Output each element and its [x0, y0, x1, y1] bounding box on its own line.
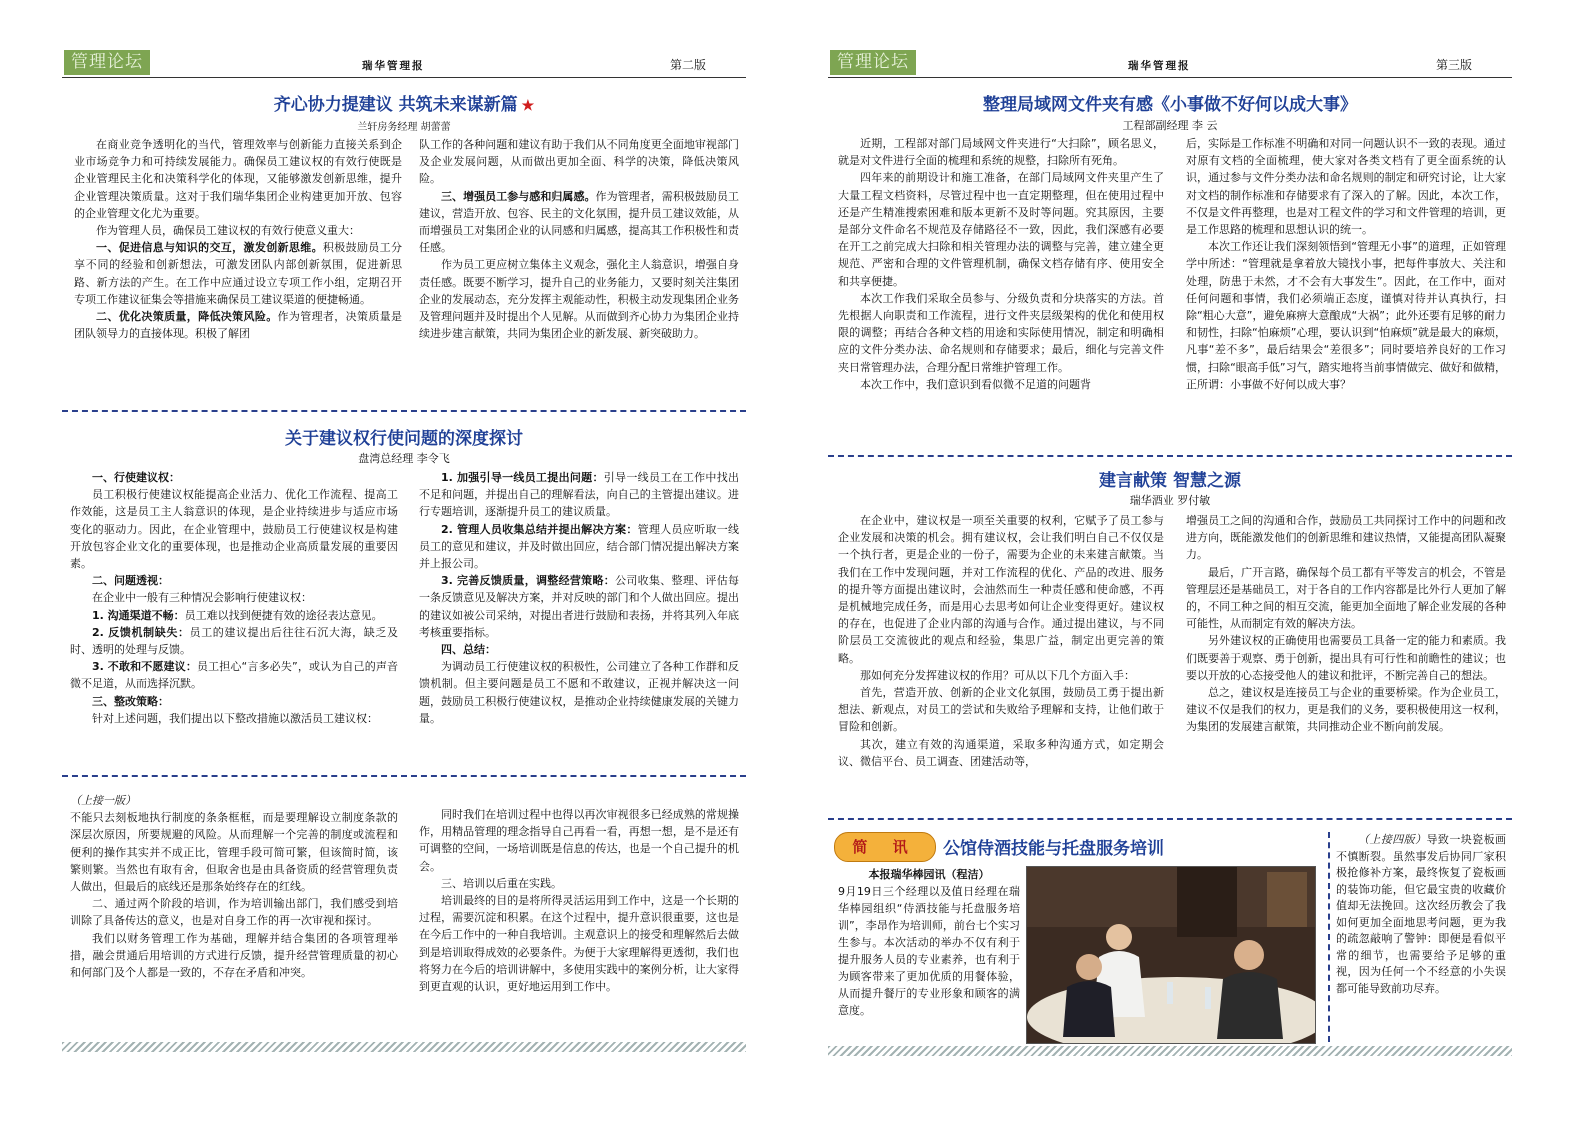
divider [828, 818, 1512, 820]
paragraph: 其次，建立有效的沟通渠道，采取多种沟通方式，如定期会议、微信平台、员工调查、团建活动等， [838, 737, 1164, 768]
paragraph: 导致一块瓷板画不慎断裂。虽然事发后协同厂家积极抢修补方案，最终恢复了瓷板画的装饰功能，但它最宝贵的收藏价值却无法挽回。这次经历教会了我如何更加全面地思考问题，更为我的疏忽敲响了警钟：即便是看似平常的细节，也需要给予足够的重视，因为任何一个不经意的小失误都可能导致前功尽弃。 [1336, 833, 1506, 995]
paragraph: 最后，广开言路，确保每个员工都有平等发言的机会，不管是管理层还是基础员工，对于各自的工作内容都是比外行人更加了解的，不同工种之间的相互交流，能更加全面地了解企业发展的各种可能性，从而制定有效的解决方法。 [1186, 565, 1506, 631]
news-column [838, 866, 1020, 1042]
point [70, 607, 398, 624]
point [419, 572, 739, 641]
paragraph: 不能只去刻板地执行制度的条条框框，而是要理解设立制度条款的深层次原因，所要规避的风险。从而理解一个完善的制度或流程和便利的操作其实并不成正比，管理手段可简可繁，但该简时简，该繁则繁。当然也有取有舍，但取舍也是由具备资质的经营管理负责人做出，但最后的底线还是那条始终存在的红线。 [70, 811, 398, 894]
paragraph: 同时我们在培训过程中也得以再次审视很多已经成熟的常规操作，用精品管理的理念指导自己再看一看，再想一想，是不是还有可调整的空间，一场培训既是信息的传达，也是一个自己提升的机会。 [419, 808, 739, 873]
article-title: 建言献策 智慧之源 [1099, 471, 1241, 491]
point-lead: 2. 反馈机制缺失： [92, 625, 190, 639]
point-text: 管理人员应听取一线员工的意见和建议，并及时做出回应，结合部门情况提出解决方案并上报公司。 [419, 522, 739, 571]
point-text: 引导一线员工在工作中找出不足和问题，并提出自己的理解看法，向自己的主管提出建议。进行专题培训，逐渐提升员工的建议质量。 [419, 471, 739, 519]
paragraph: 本次工作我们采取全员参与、分级负责和分块落实的方法。首先根据人向职责和工作流程，进行文件夹层级架构的优化和使用权限的调整；再结合各种文档的用途和实际使用情况，制定和明确相应的文件分类办法、命名规则和存储要求；最后，细化与完善文件夹日常管理办法，合理分配日常维护管理工作。 [838, 291, 1164, 374]
news-title: 公馆侍酒技能与托盘服务培训 [943, 839, 1164, 859]
point [70, 658, 398, 692]
news-badge: 简 讯 [834, 832, 936, 862]
paper-name: 瑞华管理报 [362, 60, 425, 72]
paragraph: 9月19日三个经理以及值日经理在瑞华棒园组织“侍酒技能与托盘服务培训”，李昂作为培训师，前台七个实习生参与。本次活动的举办不仅有利于提升服务人员的专业素养，也有利于为顾客带来了更加优质的用餐体验，从而提升餐厅的专业形象和顾客的满意度。 [838, 885, 1020, 1017]
paragraph: 二、通过两个阶段的培训，作为培训输出部门，我们感受到培训除了具备传达的意义，也是对自身工作的再一次审视和探讨。 [70, 897, 398, 928]
article-title: 关于建议权行使问题的深度探讨 [285, 429, 523, 449]
masthead [828, 50, 1512, 78]
paragraph: 为调动员工行使建议权的积极性，公司建立了各种工作群和反馈机制。但主要问题是员工不愿和不敢建议，正视并解决这一问题，鼓励员工积极行使建议权，是推动企业持续健康发展的关键力量。 [419, 660, 739, 725]
continued-label: （上接四版） [1358, 833, 1427, 846]
edition-label: 第三版 [1435, 58, 1472, 72]
paragraph: 一、促进信息与知识的交互，激发创新思维。积极鼓励员工分享不同的经验和创新想法，可激发团队内部创新氛围，促进新思路、新方法的产生。在工作中应通过设立专项工作小组，定期召开专项工作建议征集会等措施来确保员工建议渠道的便捷畅通。 [74, 241, 402, 306]
column-divider [1328, 832, 1330, 1042]
star-icon: ★ [521, 98, 535, 114]
article-byline: 瑞华酒业 罗付敏 [1129, 494, 1211, 507]
article-column-left [838, 135, 1164, 445]
article-column-left [70, 792, 398, 1037]
news-lead: 本报瑞华棒园讯（程洁） [868, 868, 990, 881]
paragraph: 作为员工更应树立集体主义观念，强化主人翁意识，增强自身责任感。既要不断学习，提升自己的业务能力，又要时刻关注集团企业的发展动态，充分发挥主观能动性，积极主动发现集团企业务及管理问题并及时提出个人见解。从而做到齐心协力为集团企业持续进步建言献策，共同为集团企业的新发展、新突破助力。 [419, 258, 739, 341]
paragraph: 首先，营造开放、创新的企业文化氛围，鼓励员工勇于提出新想法、新观点，对员工的尝试和失败给予理解和支持，让他们敢于冒险和创新。 [838, 686, 1164, 734]
subheading: 二、问题透视： [92, 574, 169, 588]
paragraph: 三、增强员工参与感和归属感。作为管理者，需积极鼓励员工建议，营造开放、包容、民主的文化氛围，提升员工建议效能，从而增强员工对集团企业的认同感和归属感，提高其工作积极性和责任感。 [419, 189, 739, 255]
continued-label: （上接一版） [70, 794, 136, 807]
continued-column [1336, 832, 1506, 1044]
point [419, 469, 739, 521]
paragraph: 培训最终的目的是将所得灵活运用到工作中，这是一个长期的过程，需要沉淀和积累。在这个过程中，提升意识很重要，这也是在今后工作中的一种自我培训。主观意识上的接受和理解然后去做到是培训取得成效的必要条件。为便于大家理解得更透彻，我们也将努力在今后的培训讲解中，多使用实践中的案例分析，让大家得到更直观的认识，更好地运用到工作中。 [419, 894, 739, 994]
section-tag: 管理论坛 [64, 50, 150, 75]
edition-label: 第二版 [669, 58, 706, 72]
article-title: 整理局域网文件夹有感《小事做不好何以成大事》 [983, 95, 1357, 115]
decorative-border [828, 1046, 1512, 1056]
paragraph: 本次工作中，我们意识到看似微不足道的问题背 [860, 377, 1091, 391]
article-column-right [419, 806, 739, 1038]
paragraph: 作为管理人员，确保员工建议权的有效行使意义重大： [96, 224, 360, 238]
divider [828, 455, 1512, 457]
point-text: 公司收集、整理、评估每一条反馈意见及解决方案，并对反映的部门和个人做出回应。提出的建议如被公司采纳，对提出者进行鼓励和表扬，并将其列入年底考核重要指标。 [419, 574, 739, 639]
paragraph: 那如何充分发挥建议权的作用？可从以下几个方面入手： [860, 668, 1135, 682]
paragraph: 后，实际是工作标准不明确和对同一问题认识不一致的表现。通过对原有文档的全面梳理，使大家对各类文档有了更全面系统的认识，通过参与文件分类办法和命名规则的制定和研究讨论，让大家对文档的制作标准和存储要求有了深入的了解。因此，本次工作，不仅是文件再整理，也是对工程文件的学习和文件管理的培训，更是工作思路的梳理和思想认识的统一。 [1186, 137, 1506, 237]
paragraph: 另外建议权的正确使用也需要员工具备一定的能力和素质。我们既要善于观察、勇于创新，提出具有可行性和前瞻性的建议；也要以开放的心态接受他人的建议和批评，不断完善自己的想法。 [1186, 634, 1506, 682]
paragraph: 在商业竞争透明化的当代，管理效率与创新能力直接关系到企业市场竞争力和可持续发展能力。确保员工建议权的有效行使既是企业管理民主化和决策科学化的体现，又能够激发创新思维，提升企业管理决策质量。这对于我们瑞华集团企业构建更加开放、包容的企业管理文化尤为重要。 [74, 138, 402, 220]
point-text: 员工担心“言多必失”，或认为自己的声音微不足道，从而选择沉默。 [70, 660, 398, 691]
decorative-border [62, 1042, 746, 1052]
section-tag: 管理论坛 [830, 50, 916, 75]
page-two [62, 0, 752, 1123]
paragraph: 二、优化决策质量，降低决策风险。作为管理者，决策质量是团队领导力的直接体现。积极了解团 [74, 310, 402, 341]
paragraph: 四年来的前期设计和施工准备，在部门局域网文件夹里产生了大量工程文档资料，尽管过程中也一直定期整理，但在使用过程中还是产生精准搜索困难和版本更新不及时等问题。究其原因，主要是部分文件命名不规范及存储路径不一致，因此，我们深感有必要在开工之前完成大扫除和相关管理办法的调整与完善，建立建全更规范、严密和合理的文件管理机制，确保文档存储有序、使用安全和共享便捷。 [838, 171, 1164, 288]
article-byline: 工程部副经理 李 云 [1122, 119, 1218, 132]
paragraph: 在企业中，建议权是一项至关重要的权利，它赋予了员工参与企业发展和决策的机会。拥有建议权，会让我们明白自己不仅仅是一个执行者，更是企业的一份子，需要为企业的未来建言献策。当我们在工作中发现问题，并对工作流程的优化、产品的改进、服务的提升等方面提出建议时，会油然而生一种责任感和使命感，不再是机械地完成任务，而是用心去思考如何让企业变得更好。建议权的存在，也促进了企业内部的沟通与合作。通过提出建议，与不同阶层员工交流彼此的观点和经验，集思广益，制定出更完善的策略。 [838, 514, 1164, 665]
masthead [62, 50, 746, 78]
article-column-right [419, 469, 739, 761]
subheading: 三、整改策略： [92, 694, 169, 708]
paragraph: 增强员工之间的沟通和合作，鼓励员工共同探讨工作中的问题和改进方向，既能激发他们的创新思维和建议热情，又能提高团队凝聚力。 [1186, 514, 1506, 562]
paragraph: 针对上述问题，我们提出以下整改措施以激活员工建议权： [92, 711, 378, 725]
article-byline: 盘湾总经理 李令飞 [358, 452, 450, 465]
article-column-left [838, 512, 1164, 808]
subheading: 一、行使建议权： [92, 471, 180, 484]
article-column-right [419, 136, 739, 401]
point-lead: 1. 加强引导一线员工提出问题： [441, 471, 604, 484]
paragraph: 三、培训以后重在实践。 [441, 876, 562, 890]
article-byline: 兰轩房务经理 胡蕾蕾 [357, 122, 451, 133]
point-lead: 3. 完善反馈质量，调整经营策略： [441, 574, 616, 588]
point-lead: 2. 管理人员收集总结并提出解决方案： [441, 522, 638, 536]
paragraph: 总之，建议权是连接员工与企业的重要桥梁。作为企业员工，建议不仅是我们的权力，更是我们的义务，要积极使用这一权利，为集团的发展建言献策，共同推动企业不断向前发展。 [1186, 686, 1506, 734]
divider [62, 410, 746, 412]
page-three [828, 0, 1518, 1123]
photo-illustration [1027, 867, 1315, 1043]
paragraph: 我们以财务管理工作为基础，理解并结合集团的各项管理举措，融会贯通后用培训的方式进行反馈，提升经营管理质量的初心和何部门及个人都是一致的，不存在矛盾和冲突。 [70, 931, 398, 980]
divider [62, 775, 746, 777]
point [70, 624, 398, 658]
point-text: 员工的建议提出后往往石沉大海，缺乏及时、透明的处理与反馈。 [70, 625, 398, 657]
article-column-left [74, 136, 402, 401]
article-column-right [1186, 512, 1506, 808]
paper-name: 瑞华管理报 [1128, 60, 1191, 72]
point-lead: 3. 不敢和不愿建议： [92, 660, 197, 674]
paragraph: 员工积极行使建议权能提高企业活力、优化工作流程、提高工作效能，这是员工主人翁意识的体现，是企业持续进步与适应市场变化的驱动力。因此，在企业管理中，鼓励员工行使建议权是构建开放包容企业文化的重要体现，也是推动企业高质量发展的重要因素。 [70, 488, 398, 571]
article-column-left [70, 469, 398, 761]
paragraph: 在企业中一般有三种情况会影响行使建议权： [92, 591, 312, 605]
article-title: 齐心协力提建议 共筑未来谋新篇 ★ [273, 95, 535, 115]
paragraph: 队工作的各种问题和建议有助于我们从不同角度更全面地审视部门及企业发展问题，从而做出更加全面、科学的决策，降低决策风险。 [419, 138, 739, 186]
point-lead: 1. 沟通渠道不畅： [92, 608, 185, 622]
paragraph: 近期，工程部对部门局域网文件夹进行“大扫除”，顾名思义，就是对文件进行全面的梳理和系统的规整，扫除所有死角。 [838, 137, 1164, 168]
training-photo [1026, 866, 1316, 1044]
article-column-right [1186, 135, 1506, 445]
point-text: 员工难以找到便捷有效的途径表达意见。 [184, 608, 383, 622]
subheading: 四、总结： [441, 643, 496, 657]
paragraph: 本次工作还让我们深刻领悟到“管理无小事”的道理，正如管理学中所述：“管理就是拿着放大镜找小事，把每件事放大、关注和处理，防患于未然，才不会有大事发生”。因此，在工作中，面对任何问题和事情，我们必须端正态度，谨慎对待并认真执行，扫除“粗心大意”，避免麻痹大意酿成“大祸”；此外还要有足够的耐力和韧性，扫除“怕麻烦”心理，要认识到“怕麻烦”就是最大的麻烦，凡事“差不多”，最后结果会“差很多”；同时要培养良好的工作习惯，扫除“眼高手低”习气，踏实地将当前事情做完、做好和做精，正所谓：小事做不好何以成大事？ [1186, 240, 1506, 391]
point [419, 521, 739, 573]
